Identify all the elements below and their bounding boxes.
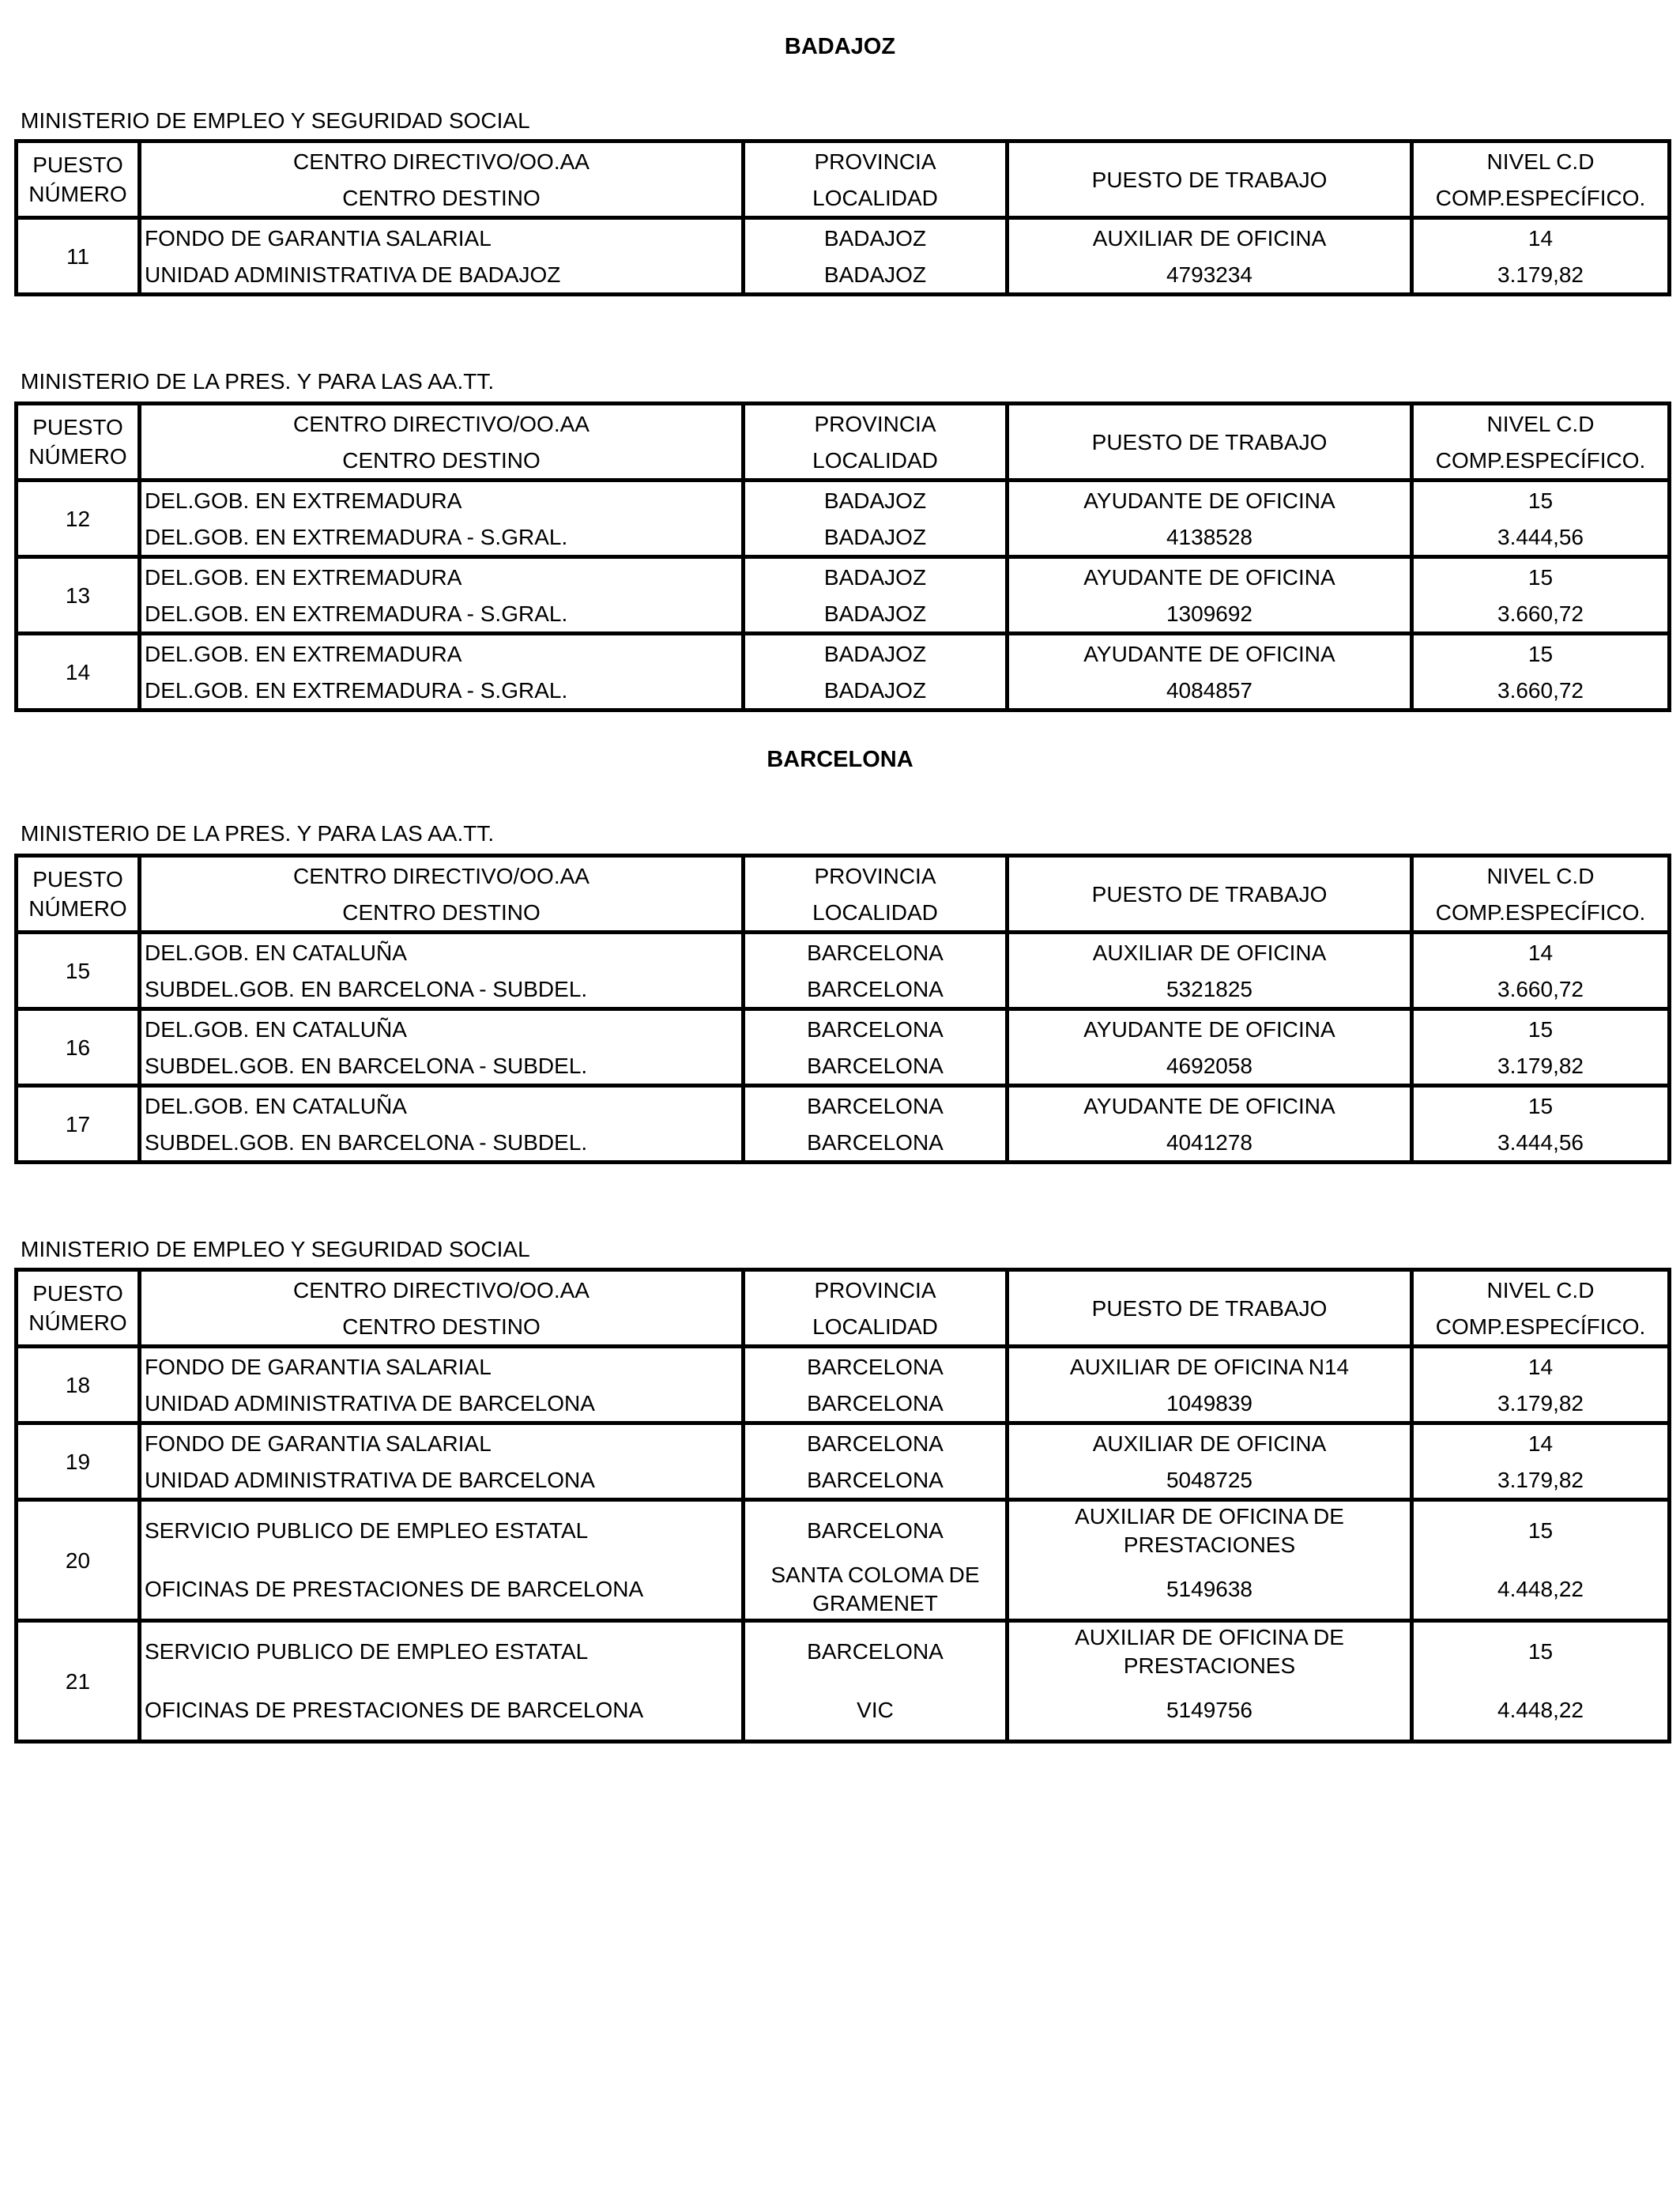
header-centro (140, 1270, 744, 1347)
province-title: BADAJOZ (784, 34, 896, 59)
nivel-comp-cell (1412, 933, 1670, 1009)
provincia: BARCELONA (807, 1093, 944, 1118)
centro-cell (140, 481, 744, 557)
table-header-row (17, 404, 1670, 481)
nivel-comp-cell (1412, 1423, 1670, 1500)
header-centro-directivo: CENTRO DIRECTIVO/OO.AA (293, 149, 590, 174)
header-puesto-trabajo (1008, 856, 1412, 933)
puesto-numero-cell (17, 1347, 140, 1423)
header-centro-destino: CENTRO DESTINO (342, 447, 541, 473)
puesto-numero-cell (17, 634, 140, 711)
nivel-comp-cell (1412, 1500, 1670, 1621)
nivel-comp-cell (1412, 1347, 1670, 1423)
nivel-cd: 15 (1527, 1518, 1554, 1543)
centro-directivo: SERVICIO PUBLICO DE EMPLEO ESTATAL (145, 1639, 589, 1664)
centro-cell (140, 557, 744, 634)
centro-directivo: FONDO DE GARANTIA SALARIAL (145, 1431, 492, 1456)
puesto-numero-cell (17, 557, 140, 634)
nivel-comp-cell (1412, 481, 1670, 557)
header-comp: COMP.ESPECÍFICO. (1435, 899, 1646, 925)
header-localidad: LOCALIDAD (812, 1314, 938, 1339)
codigo-puesto: 1309692 (1166, 601, 1252, 626)
centro-destino: DEL.GOB. EN EXTREMADURA - S.GRAL. (145, 677, 568, 703)
centro-destino: UNIDAD ADMINISTRATIVA DE BARCELONA (145, 1390, 595, 1416)
header-centro-destino: CENTRO DESTINO (342, 185, 541, 210)
centro-directivo: FONDO DE GARANTIA SALARIAL (145, 225, 492, 251)
header-numero: NÚMERO (28, 182, 127, 206)
puesto-trabajo: AUXILIAR DE OFICINA (1092, 940, 1327, 965)
codigo-puesto: 4084857 (1166, 677, 1252, 703)
nivel-cd: 14 (1527, 940, 1554, 965)
centro-cell (140, 218, 744, 295)
header-nivel-comp (1412, 404, 1670, 481)
header-nivel-comp (1412, 1270, 1670, 1347)
province-title: BARCELONA (767, 747, 913, 772)
puesto-trabajo: AYUDANTE DE OFICINA (1083, 1016, 1335, 1042)
provincia: BARCELONA (807, 940, 944, 965)
puesto-trabajo-cell (1008, 557, 1412, 634)
header-centro-destino: CENTRO DESTINO (342, 1314, 541, 1339)
localidad: BARCELONA (807, 976, 944, 1001)
centro-directivo: DEL.GOB. EN CATALUÑA (145, 940, 407, 965)
puesto-numero-cell (17, 1009, 140, 1086)
provincia-localidad-cell (744, 1086, 1008, 1163)
puesto-trabajo-cell (1008, 1009, 1412, 1086)
centro-destino: SUBDEL.GOB. EN BARCELONA - SUBDEL. (145, 1129, 588, 1155)
provincia-localidad-cell (744, 1500, 1008, 1621)
nivel-cd: 15 (1527, 1016, 1554, 1042)
puesto-numero: 12 (65, 506, 91, 531)
nivel-comp-cell (1412, 1086, 1670, 1163)
complemento-especifico: 3.179,82 (1497, 1053, 1584, 1078)
table-row (17, 1347, 1670, 1423)
header-puesto: PUESTO (32, 1281, 123, 1306)
centro-cell (140, 1347, 744, 1423)
ministry-title: MINISTERIO DE EMPLEO Y SEGURIDAD SOCIAL (21, 1237, 530, 1261)
centro-destino: OFICINAS DE PRESTACIONES DE BARCELONA (145, 1698, 644, 1722)
header-centro-directivo: CENTRO DIRECTIVO/OO.AA (293, 411, 590, 436)
centro-cell (140, 933, 744, 1009)
header-centro (140, 141, 744, 218)
header-puesto-trabajo-label: PUESTO DE TRABAJO (1091, 167, 1328, 192)
puesto-numero-cell (17, 1621, 140, 1742)
provincia-localidad-cell (744, 634, 1008, 711)
header-provincia: PROVINCIA (814, 863, 936, 888)
codigo-puesto: 5149756 (1166, 1698, 1252, 1722)
puesto-numero: 13 (65, 582, 91, 608)
header-nivel: NIVEL C.D (1486, 149, 1595, 174)
puesto-trabajo-cell (1008, 1347, 1412, 1423)
nivel-cd: 14 (1527, 1354, 1554, 1379)
puesto-numero-cell (17, 1500, 140, 1621)
nivel-cd: 15 (1527, 564, 1554, 590)
puesto-numero: 15 (65, 958, 91, 983)
puesto-numero: 16 (65, 1035, 91, 1060)
vacancy-table (14, 401, 1671, 712)
puesto-trabajo: AYUDANTE DE OFICINA (1083, 1093, 1335, 1118)
centro-directivo: DEL.GOB. EN EXTREMADURA (145, 564, 462, 590)
provincia: BARCELONA (807, 1354, 944, 1379)
nivel-comp-cell (1412, 557, 1670, 634)
puesto-numero: 19 (65, 1449, 91, 1474)
header-nivel: NIVEL C.D (1486, 411, 1595, 436)
table-row (17, 1500, 1670, 1621)
provincia-localidad-cell (744, 218, 1008, 295)
centro-destino: SUBDEL.GOB. EN BARCELONA - SUBDEL. (145, 1053, 588, 1078)
provincia: BARCELONA (807, 1016, 944, 1042)
provincia: BADAJOZ (823, 564, 927, 590)
centro-cell (140, 1621, 744, 1742)
table-row (17, 1086, 1670, 1163)
centro-directivo: DEL.GOB. EN EXTREMADURA (145, 488, 462, 513)
complemento-especifico: 3.660,72 (1497, 976, 1584, 1001)
header-provincia: PROVINCIA (814, 1277, 936, 1302)
centro-destino: UNIDAD ADMINISTRATIVA DE BADAJOZ (145, 262, 561, 287)
puesto-trabajo: AUXILIAR DE OFICINA (1092, 225, 1327, 251)
table-row (17, 557, 1670, 634)
header-centro (140, 404, 744, 481)
puesto-numero-cell (17, 1423, 140, 1500)
vacancy-table (14, 139, 1671, 296)
puesto-trabajo: AUXILIAR DE OFICINA DE PRESTACIONES (1075, 1625, 1344, 1678)
centro-directivo: DEL.GOB. EN CATALUÑA (145, 1016, 407, 1042)
table-header-row (17, 856, 1670, 933)
header-localidad: LOCALIDAD (812, 899, 938, 925)
puesto-trabajo-cell (1008, 481, 1412, 557)
nivel-comp-cell (1412, 1621, 1670, 1742)
header-puesto-trabajo (1008, 141, 1412, 218)
ministry-title: MINISTERIO DE LA PRES. Y PARA LAS AA.TT. (21, 369, 495, 394)
header-puesto-numero (17, 404, 140, 481)
complemento-especifico: 3.660,72 (1497, 677, 1584, 703)
nivel-comp-cell (1412, 634, 1670, 711)
provincia-localidad-cell (744, 481, 1008, 557)
localidad: BARCELONA (807, 1467, 944, 1492)
provincia-localidad-cell (744, 1621, 1008, 1742)
header-comp: COMP.ESPECÍFICO. (1435, 447, 1646, 473)
codigo-puesto: 5048725 (1166, 1467, 1252, 1492)
puesto-numero-cell (17, 481, 140, 557)
nivel-cd: 14 (1527, 225, 1554, 251)
puesto-trabajo: AUXILIAR DE OFICINA N14 (1069, 1354, 1350, 1379)
provincia: BADAJOZ (823, 641, 927, 666)
provincia: BADAJOZ (823, 225, 927, 251)
codigo-puesto: 5149638 (1166, 1577, 1252, 1601)
header-puesto-trabajo-label: PUESTO DE TRABAJO (1091, 881, 1328, 907)
table-header-row (17, 1270, 1670, 1347)
localidad: BADAJOZ (823, 262, 927, 287)
localidad: BARCELONA (807, 1390, 944, 1416)
header-puesto-numero (17, 856, 140, 933)
centro-directivo: SERVICIO PUBLICO DE EMPLEO ESTATAL (145, 1518, 589, 1543)
centro-directivo: DEL.GOB. EN CATALUÑA (145, 1093, 407, 1118)
provincia-localidad-cell (744, 1009, 1008, 1086)
header-puesto-trabajo (1008, 1270, 1412, 1347)
codigo-puesto: 4041278 (1166, 1129, 1252, 1155)
centro-cell (140, 1009, 744, 1086)
puesto-trabajo-cell (1008, 1621, 1412, 1742)
localidad: BADAJOZ (823, 601, 927, 626)
header-provincia-localidad (744, 1270, 1008, 1347)
header-puesto: PUESTO (32, 867, 123, 892)
codigo-puesto: 1049839 (1166, 1390, 1252, 1416)
puesto-trabajo-cell (1008, 1086, 1412, 1163)
ministry-title: MINISTERIO DE EMPLEO Y SEGURIDAD SOCIAL (21, 108, 530, 133)
codigo-puesto: 4692058 (1166, 1053, 1252, 1078)
localidad: BADAJOZ (823, 677, 927, 703)
provincia-localidad-cell (744, 1423, 1008, 1500)
provincia: BADAJOZ (823, 488, 927, 513)
header-nivel: NIVEL C.D (1486, 1277, 1595, 1302)
puesto-trabajo-cell (1008, 933, 1412, 1009)
puesto-trabajo-cell (1008, 634, 1412, 711)
centro-directivo: FONDO DE GARANTIA SALARIAL (145, 1354, 492, 1379)
complemento-especifico: 3.179,82 (1497, 262, 1584, 287)
puesto-trabajo: AUXILIAR DE OFICINA (1092, 1431, 1327, 1456)
header-localidad: LOCALIDAD (812, 185, 938, 210)
centro-cell (140, 634, 744, 711)
complemento-especifico: 3.179,82 (1497, 1467, 1584, 1492)
centro-destino: UNIDAD ADMINISTRATIVA DE BARCELONA (145, 1467, 595, 1492)
table-row (17, 1423, 1670, 1500)
table-row (17, 1621, 1670, 1742)
complemento-especifico: 3.444,56 (1497, 524, 1584, 549)
complemento-especifico: 4.448,22 (1497, 1698, 1584, 1722)
puesto-trabajo: AYUDANTE DE OFICINA (1083, 641, 1335, 666)
header-puesto: PUESTO (32, 415, 123, 439)
provincia: BARCELONA (807, 1431, 944, 1456)
puesto-numero-cell (17, 1086, 140, 1163)
nivel-cd: 15 (1527, 641, 1554, 666)
nivel-cd: 15 (1527, 1639, 1554, 1664)
centro-cell (140, 1500, 744, 1621)
centro-destino: SUBDEL.GOB. EN BARCELONA - SUBDEL. (145, 976, 588, 1001)
header-puesto-numero (17, 1270, 140, 1347)
codigo-puesto: 5321825 (1166, 976, 1252, 1001)
header-nivel-comp (1412, 141, 1670, 218)
header-comp: COMP.ESPECÍFICO. (1435, 185, 1646, 210)
nivel-comp-cell (1412, 218, 1670, 295)
provincia-localidad-cell (744, 1347, 1008, 1423)
header-provincia-localidad (744, 404, 1008, 481)
nivel-cd: 15 (1527, 1093, 1554, 1118)
header-puesto-trabajo-label: PUESTO DE TRABAJO (1091, 429, 1328, 454)
header-puesto: PUESTO (32, 153, 123, 177)
puesto-numero-cell (17, 933, 140, 1009)
puesto-trabajo: AYUDANTE DE OFICINA (1083, 564, 1335, 590)
localidad: VIC (857, 1698, 894, 1722)
table-row (17, 481, 1670, 557)
centro-cell (140, 1423, 744, 1500)
centro-directivo: DEL.GOB. EN EXTREMADURA (145, 641, 462, 666)
header-provincia-localidad (744, 856, 1008, 933)
puesto-numero: 14 (65, 659, 91, 684)
table-row (17, 933, 1670, 1009)
header-nivel: NIVEL C.D (1486, 863, 1595, 888)
header-puesto-trabajo-label: PUESTO DE TRABAJO (1091, 1295, 1328, 1321)
provincia: BARCELONA (807, 1518, 944, 1543)
complemento-especifico: 3.444,56 (1497, 1129, 1584, 1155)
provincia-localidad-cell (744, 557, 1008, 634)
puesto-trabajo-cell (1008, 218, 1412, 295)
puesto-numero: 18 (65, 1372, 91, 1397)
header-puesto-trabajo (1008, 404, 1412, 481)
puesto-numero: 21 (65, 1668, 91, 1694)
header-nivel-comp (1412, 856, 1670, 933)
header-comp: COMP.ESPECÍFICO. (1435, 1314, 1646, 1339)
puesto-numero-cell (17, 218, 140, 295)
nivel-cd: 14 (1527, 1431, 1554, 1456)
puesto-trabajo-cell (1008, 1423, 1412, 1500)
table-row (17, 634, 1670, 711)
localidad: BARCELONA (807, 1053, 944, 1078)
header-centro-directivo: CENTRO DIRECTIVO/OO.AA (293, 1277, 590, 1302)
centro-destino: OFICINAS DE PRESTACIONES DE BARCELONA (145, 1577, 644, 1601)
header-numero: NÚMERO (28, 896, 127, 921)
localidad: BARCELONA (807, 1129, 944, 1155)
centro-destino: DEL.GOB. EN EXTREMADURA - S.GRAL. (145, 524, 568, 549)
ministry-title: MINISTERIO DE LA PRES. Y PARA LAS AA.TT. (21, 821, 495, 846)
table-row (17, 218, 1670, 295)
header-provincia: PROVINCIA (814, 411, 936, 436)
provincia: BARCELONA (807, 1639, 944, 1664)
codigo-puesto: 4793234 (1166, 262, 1252, 287)
puesto-trabajo: AYUDANTE DE OFICINA (1083, 488, 1335, 513)
centro-destino: DEL.GOB. EN EXTREMADURA - S.GRAL. (145, 601, 568, 626)
table-header-row (17, 141, 1670, 218)
puesto-numero: 11 (66, 243, 90, 269)
complemento-especifico: 3.660,72 (1497, 601, 1584, 626)
localidad: SANTA COLOMA DE GRAMENET (770, 1563, 980, 1615)
complemento-especifico: 3.179,82 (1497, 1390, 1584, 1416)
puesto-numero: 20 (65, 1547, 91, 1573)
nivel-comp-cell (1412, 1009, 1670, 1086)
header-numero: NÚMERO (28, 444, 127, 469)
header-centro-destino: CENTRO DESTINO (342, 899, 541, 925)
header-puesto-numero (17, 141, 140, 218)
puesto-trabajo: AUXILIAR DE OFICINA DE PRESTACIONES (1075, 1504, 1344, 1557)
nivel-cd: 15 (1527, 488, 1554, 513)
puesto-numero: 17 (65, 1111, 91, 1137)
centro-cell (140, 1086, 744, 1163)
table-row (17, 1009, 1670, 1086)
header-localidad: LOCALIDAD (812, 447, 938, 473)
header-numero: NÚMERO (28, 1310, 127, 1335)
header-centro (140, 856, 744, 933)
header-centro-directivo: CENTRO DIRECTIVO/OO.AA (293, 863, 590, 888)
complemento-especifico: 4.448,22 (1497, 1577, 1584, 1601)
localidad: BADAJOZ (823, 524, 927, 549)
provincia-localidad-cell (744, 933, 1008, 1009)
codigo-puesto: 4138528 (1166, 524, 1252, 549)
vacancy-table (14, 1268, 1671, 1744)
vacancy-table (14, 854, 1671, 1164)
header-provincia: PROVINCIA (814, 149, 936, 174)
puesto-trabajo-cell (1008, 1500, 1412, 1621)
header-provincia-localidad (744, 141, 1008, 218)
